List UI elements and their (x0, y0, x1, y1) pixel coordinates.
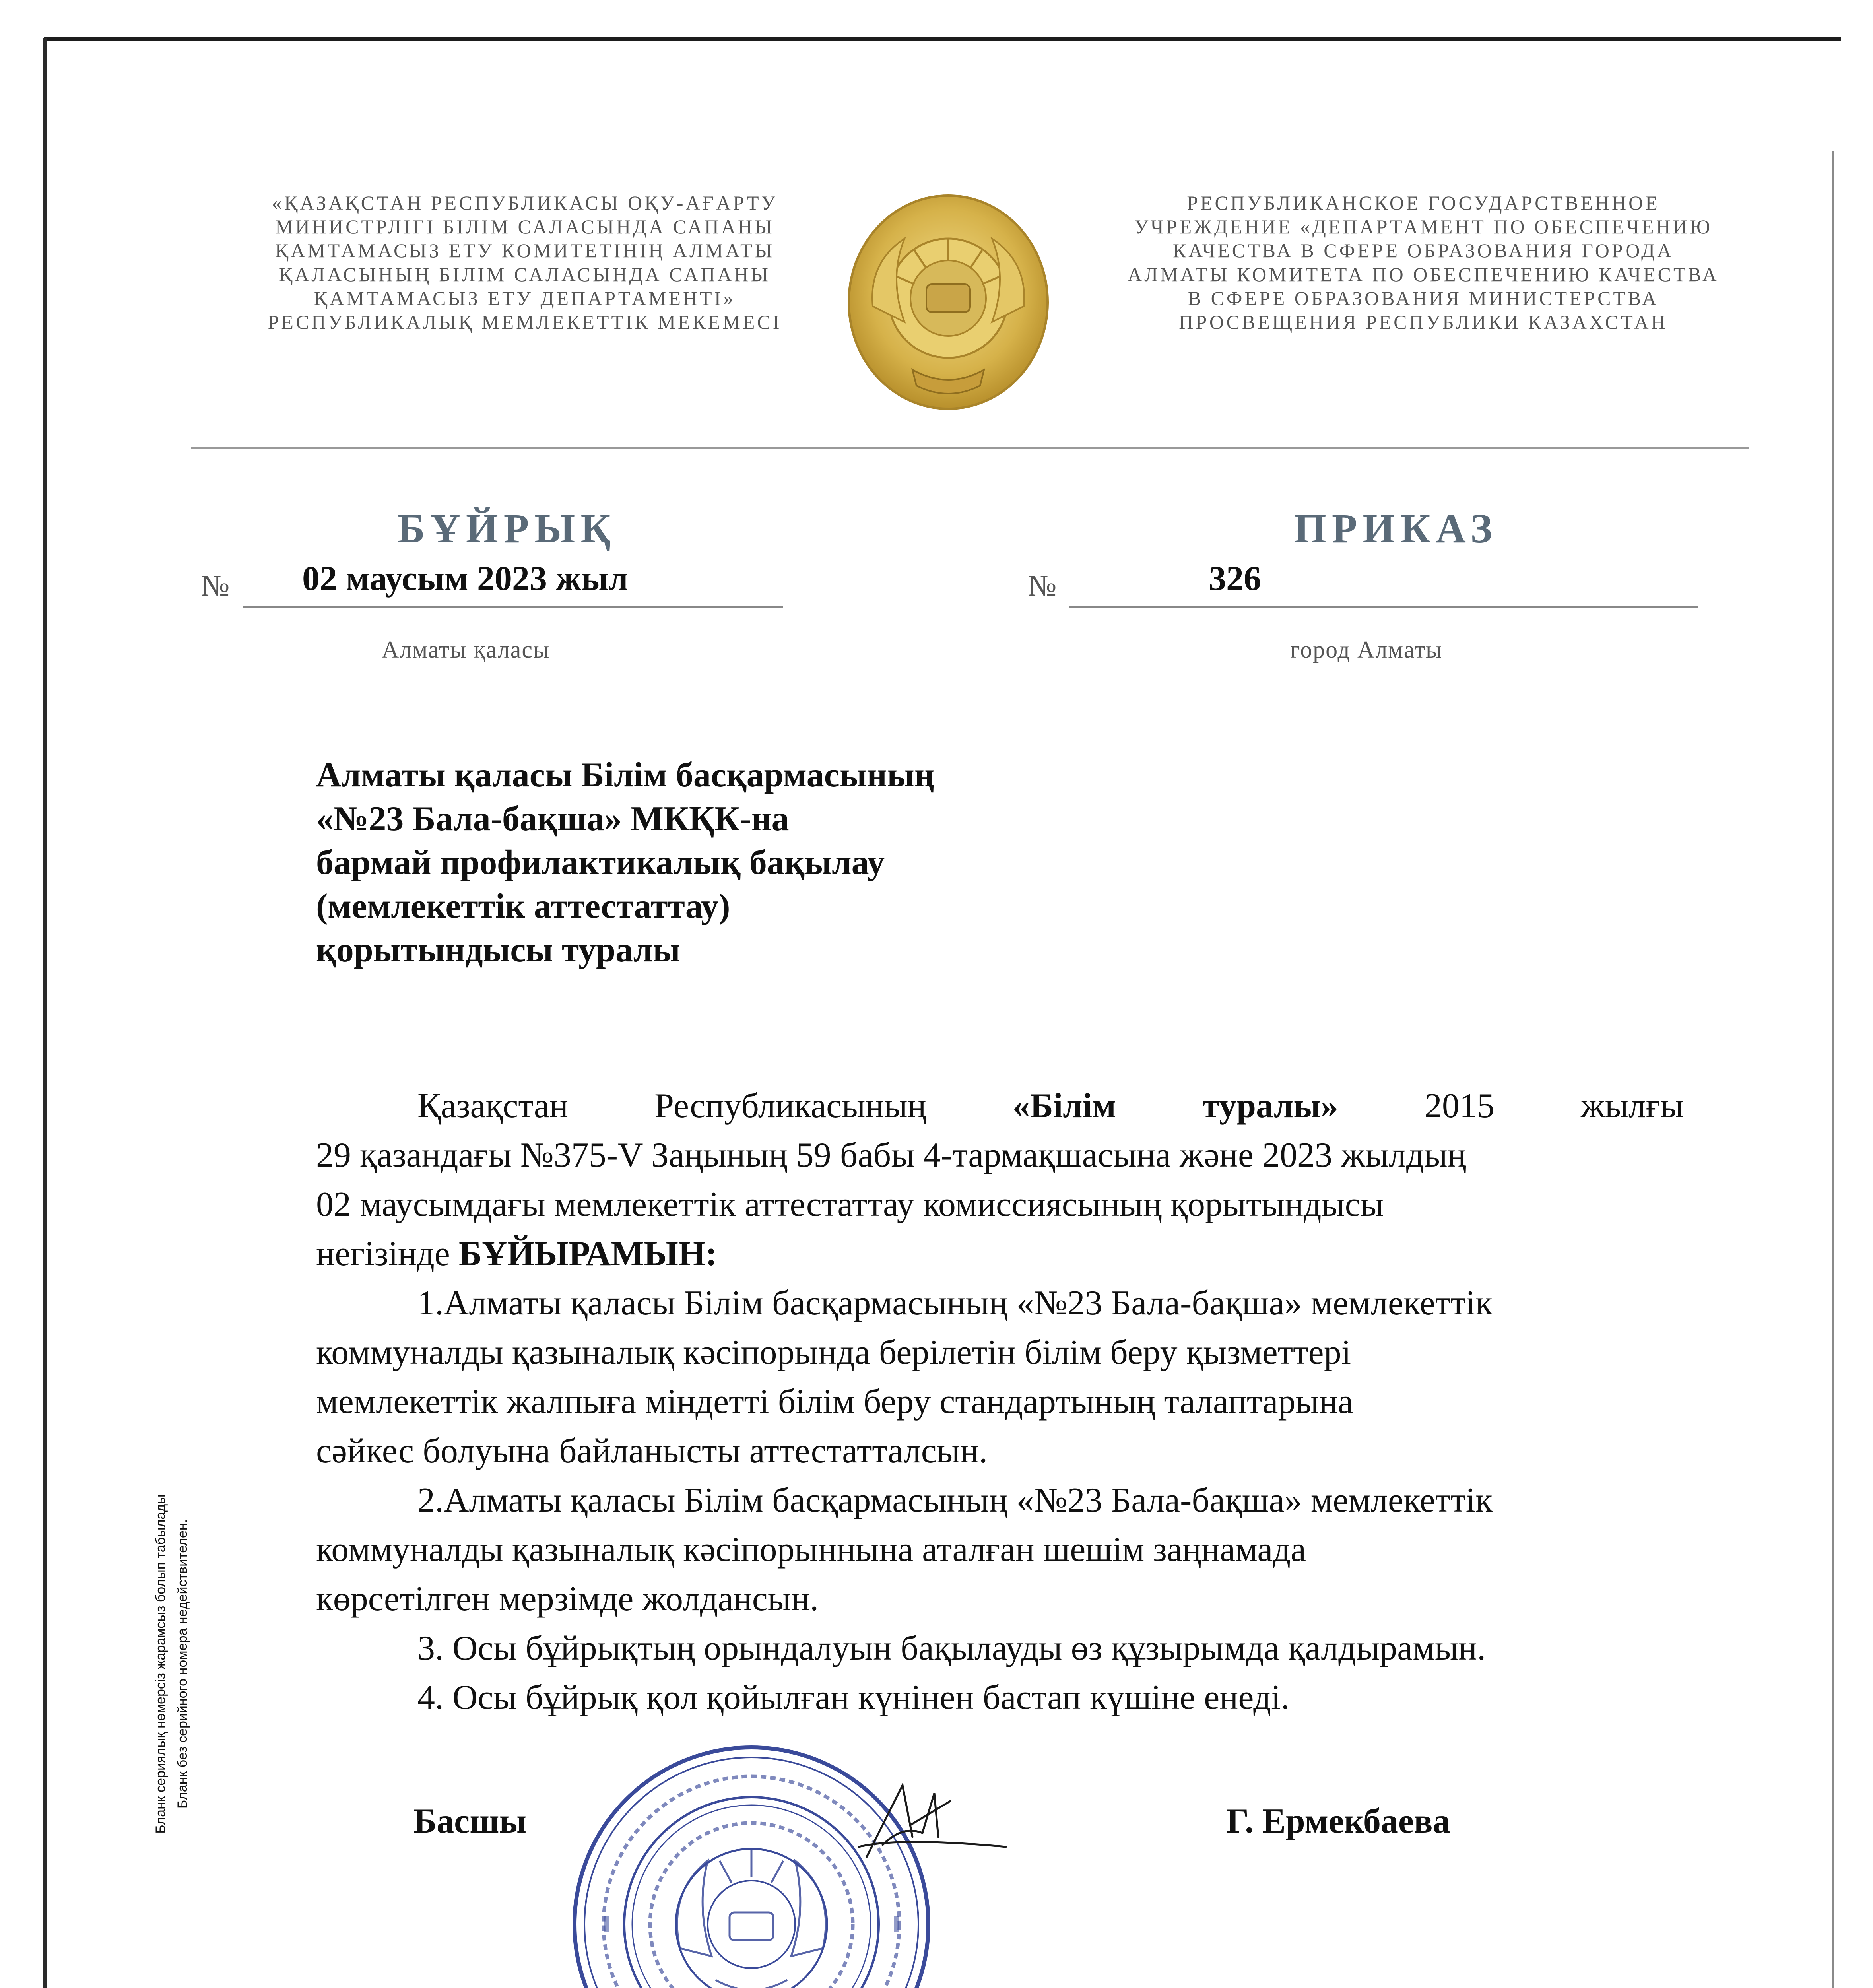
subject-line: бармай профилактикалық бақылау (316, 843, 885, 882)
header-ru-line: КАЧЕСТВА В СФЕРЕ ОБРАЗОВАНИЯ ГОРОДА (1172, 239, 1674, 262)
paragraph-1-line-1 (316, 1081, 1684, 1131)
header-kz-line: ҚАМТАМАСЫЗ ЕТУ ДЕПАРТАМЕНТІ» (314, 287, 736, 309)
order-title-ru: ПРИКАЗ (1294, 506, 1498, 551)
item-1-line-1: 1.Алматы қаласы Білім басқармасының «№23 Бала-бақша» мемлекеттік (417, 1284, 1493, 1322)
paragraph-1-line-2: 29 қазандағы №375-V Заңының 59 бабы 4-тармақшасына және 2023 жылдың (316, 1136, 1466, 1175)
order-subject (316, 753, 935, 972)
side-note-ru-text: Бланк без серийного номера недействителен. (175, 1519, 190, 1809)
word: туралы» (1202, 1087, 1338, 1125)
order-command: БҰЙЫРАМЫН: (458, 1235, 717, 1273)
item-3: 3. Осы бұйрықтың орындалуын бақылауды өз құзырымда қалдырамын. (417, 1629, 1486, 1668)
signer-name: Г. Ермекбаева (1227, 1802, 1450, 1840)
item-1-line-4: сәйкес болуына байланысты аттестатталсын. (316, 1432, 988, 1470)
word: 2015 (1424, 1087, 1495, 1125)
header-ru-line: АЛМАТЫ КОМИТЕТА ПО ОБЕСПЕЧЕНИЮ КАЧЕСТВА (1128, 263, 1719, 285)
word: Республикасының (654, 1087, 926, 1125)
item-2-line-1: 2.Алматы қаласы Білім басқармасының «№23 Бала-бақша» мемлекеттік (417, 1481, 1493, 1520)
header-kz-line: «ҚАЗАҚСТАН РЕСПУБЛИКАСЫ ОҚУ-АҒАРТУ (272, 192, 778, 214)
paragraph-1-line-3: 02 маусымдағы мемлекеттік аттестаттау комиссиясының қорытындысы (316, 1185, 1384, 1224)
city-kz: Алматы қаласы (382, 637, 550, 663)
header-kz-line: ҚАЛАСЫНЫҢ БІЛІМ САЛАСЫНДА САПАНЫ (279, 263, 771, 285)
handwritten-signature-icon (843, 1777, 1010, 1869)
order-body (316, 1081, 1684, 1722)
item-1-line-3: мемлекеттік жалпыға міндетті білім беру стандартының талаптарына (316, 1382, 1353, 1421)
header-ru-line: УЧРЕЖДЕНИЕ «ДЕПАРТАМЕНТ ПО ОБЕСПЕЧЕНИЮ (1134, 215, 1713, 238)
subject-line: «№23 Бала-бақша» МКҚК-на (316, 800, 789, 838)
order-date: 02 маусым 2023 жыл (302, 559, 628, 598)
word: жылғы (1580, 1087, 1684, 1125)
number-line-ru (1069, 606, 1698, 608)
scan-edge-right (1832, 151, 1834, 1988)
number-line-kz (243, 606, 783, 608)
side-note-kz (153, 1494, 168, 1834)
subject-line: қорытындысы туралы (316, 931, 680, 969)
side-note-ru (175, 1519, 190, 1809)
city-ru: город Алматы (1290, 637, 1443, 663)
header-ru (1085, 191, 1761, 334)
header-ru-line: ПРОСВЕЩЕНИЯ РЕСПУБЛИКИ КАЗАХСТАН (1179, 311, 1668, 333)
header-kz-line: РЕСПУБЛИКАЛЫҚ МЕМЛЕКЕТТІК МЕКЕМЕСІ (268, 311, 782, 333)
word: Қазақстан (417, 1087, 569, 1125)
number-mark-kz: № (201, 569, 230, 602)
item-1-line-2: коммуналды қазыналық кәсіпорында берілетін білім беру қызметтері (316, 1333, 1351, 1372)
paragraph-1-line-4 (316, 1229, 1684, 1279)
item-2-line-2: коммуналды қазыналық кәсіпорыннына аталған шешім заңнамада (316, 1530, 1306, 1569)
header-kz (235, 191, 815, 334)
number-mark-ru: № (1028, 569, 1057, 602)
order-number: 326 (1209, 559, 1261, 598)
signer-title: Басшы (413, 1802, 527, 1840)
header-ru-line: РЕСПУБЛИКАНСКОЕ ГОСУДАРСТВЕННОЕ (1187, 192, 1660, 214)
order-title-kz: БҰЙРЫҚ (398, 506, 616, 551)
header-ru-line: В СФЕРЕ ОБРАЗОВАНИЯ МИНИСТЕРСТВА (1188, 287, 1659, 309)
subject-line: Алматы қаласы Білім басқармасының (316, 756, 935, 794)
item-2-line-3: көрсетілген мерзімде жолдансын. (316, 1580, 819, 1618)
header-kz-line: ҚАМТАМАСЫЗ ЕТУ КОМИТЕТІНІҢ АЛМАТЫ (275, 239, 775, 262)
side-note-kz-text: Бланк сериялық нөмерсіз жарамсыз болып табылады (153, 1494, 168, 1834)
item-4: 4. Осы бұйрық қол қойылған күнінен бастап күшіне енеді. (417, 1678, 1290, 1717)
scan-edge-left (43, 38, 47, 1988)
kazakhstan-emblem-icon (845, 191, 1052, 414)
word: «Білім (1012, 1087, 1116, 1125)
scan-edge-top (44, 37, 1841, 41)
text: негізінде (316, 1235, 459, 1273)
header-kz-line: МИНИСТРЛІГІ БІЛІМ САЛАСЫНДА САПАНЫ (275, 215, 774, 238)
subject-line: (мемлекеттік аттестаттау) (316, 887, 730, 926)
header-divider (191, 447, 1749, 449)
